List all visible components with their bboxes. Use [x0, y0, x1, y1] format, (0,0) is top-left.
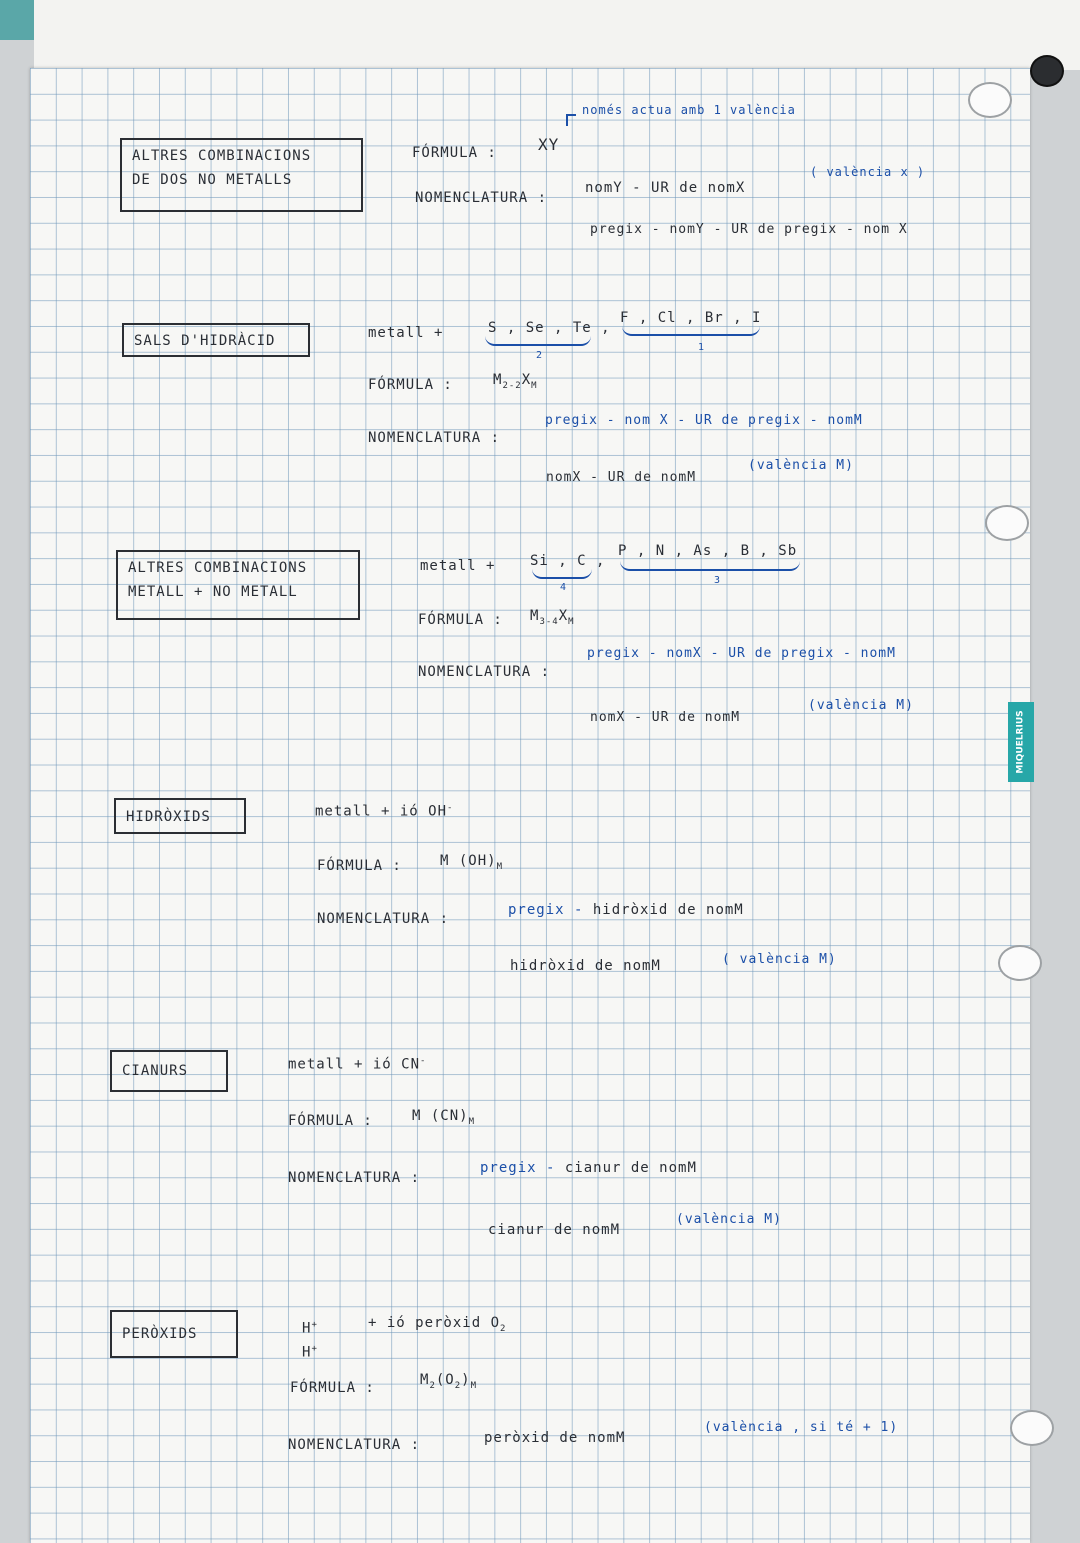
- group-brace: [620, 561, 800, 571]
- binder-hole: [1030, 55, 1064, 87]
- section-title: PERÒXIDS: [122, 1326, 198, 1342]
- brand-label: MIQUELRIUS: [1008, 702, 1034, 782]
- element-group: F , Cl , Br , I: [620, 310, 762, 326]
- nomenclature-label: NOMENCLATURA :: [368, 430, 501, 446]
- section-title-line: DE DOS NO METALLS: [132, 172, 293, 188]
- section-title-box: [122, 323, 310, 357]
- nomenclature-line: nomX - UR de nomM: [590, 710, 741, 725]
- section-title-box: [114, 798, 246, 834]
- reaction: metall +: [368, 325, 444, 341]
- nomenclature-line: cianur de nomM: [488, 1222, 621, 1238]
- section-title-line: ALTRES COMBINACIONS: [128, 560, 308, 576]
- binder-hole: [998, 945, 1042, 981]
- section-title: SALS D'HIDRÀCID: [134, 333, 276, 349]
- formula: M $(CN)_M$: [412, 1108, 475, 1127]
- binder-hole: [1010, 1410, 1054, 1446]
- element-group: S , Se , Te ,: [488, 320, 611, 336]
- formula-label: FÓRMULA :: [368, 377, 453, 393]
- nomenclature-line: hidròxid de nomM: [510, 958, 661, 974]
- section-title-box: [110, 1050, 228, 1092]
- valence-note: (valència M): [808, 698, 914, 713]
- section-title: HIDRÒXIDS: [126, 809, 211, 825]
- section-title-line: METALL + NO METALL: [128, 584, 298, 600]
- previous-page-edge: [34, 0, 1080, 70]
- nomenclature-line: pregix - nomX - UR de pregix - nomM: [587, 646, 896, 661]
- formula-label: FÓRMULA :: [418, 612, 503, 628]
- valence-note: (valència M): [748, 458, 854, 473]
- element-group: P , N , As , B , Sb: [618, 543, 798, 559]
- formula-note: només actua amb 1 valència: [582, 103, 796, 117]
- section-title-box: [116, 550, 360, 620]
- nomenclature-line: nomY - UR de nomX: [585, 180, 746, 196]
- formula: $M_{3-4}X_M$: [530, 608, 575, 627]
- valence-note: ( valència x ): [810, 165, 926, 179]
- group-valence: 1: [698, 342, 705, 353]
- section-title-line: ALTRES COMBINACIONS: [132, 148, 312, 164]
- group-brace: [532, 569, 592, 579]
- nomenclature-line: pregix - nomY - UR de pregix - nom X: [590, 222, 908, 237]
- formula-label: FÓRMULA :: [412, 145, 497, 161]
- group-valence: 4: [560, 582, 567, 593]
- reaction: + ió peròxid $O_2$: [368, 1315, 507, 1334]
- nomenclature-label: NOMENCLATURA :: [288, 1437, 421, 1453]
- formula: XY: [538, 135, 560, 154]
- nomenclature-line: pregix - cianur de nomM: [480, 1160, 697, 1176]
- section-title-box: [110, 1310, 238, 1358]
- binder-hole: [968, 82, 1012, 118]
- group-brace: [622, 326, 760, 336]
- element-group: Si , C ,: [530, 553, 606, 569]
- section-title-box: [120, 138, 363, 212]
- group-valence: 2: [536, 350, 543, 361]
- nomenclature-label: NOMENCLATURA :: [317, 911, 450, 927]
- formula-label: FÓRMULA :: [317, 858, 402, 874]
- valence-note: ( valència M): [722, 952, 837, 967]
- group-brace: [485, 336, 591, 346]
- section-title: CIANURS: [122, 1063, 189, 1079]
- reaction: metall + ió OH-: [315, 803, 454, 820]
- binder-hole: [985, 505, 1029, 541]
- nomenclature-line: peròxid de nomM: [484, 1430, 626, 1446]
- formula-label: FÓRMULA :: [290, 1380, 375, 1396]
- valence-note: (valència , si té + 1): [704, 1420, 899, 1435]
- nomenclature-line: pregix - hidròxid de nomM: [508, 902, 744, 918]
- nomenclature-label: NOMENCLATURA :: [415, 190, 548, 206]
- note-arrow-icon: [566, 114, 576, 126]
- formula: M $(OH)_M$: [440, 853, 503, 872]
- nomenclature-label: NOMENCLATURA :: [418, 664, 551, 680]
- formula-label: FÓRMULA :: [288, 1113, 373, 1129]
- formula: $M_{2-2}X_M$: [493, 372, 538, 391]
- reaction-ions: H+ H+: [302, 1320, 318, 1361]
- reaction: metall +: [420, 558, 496, 574]
- nomenclature-line: nomX - UR de nomM: [546, 470, 697, 485]
- valence-note: (valència M): [676, 1212, 782, 1227]
- reaction: metall + ió CN-: [288, 1056, 427, 1073]
- nomenclature-line: pregix - nom X - UR de pregix - nomM: [545, 413, 863, 428]
- formula: $M_2(O_2)_M$: [420, 1372, 477, 1391]
- nomenclature-label: NOMENCLATURA :: [288, 1170, 421, 1186]
- group-valence: 3: [714, 575, 721, 586]
